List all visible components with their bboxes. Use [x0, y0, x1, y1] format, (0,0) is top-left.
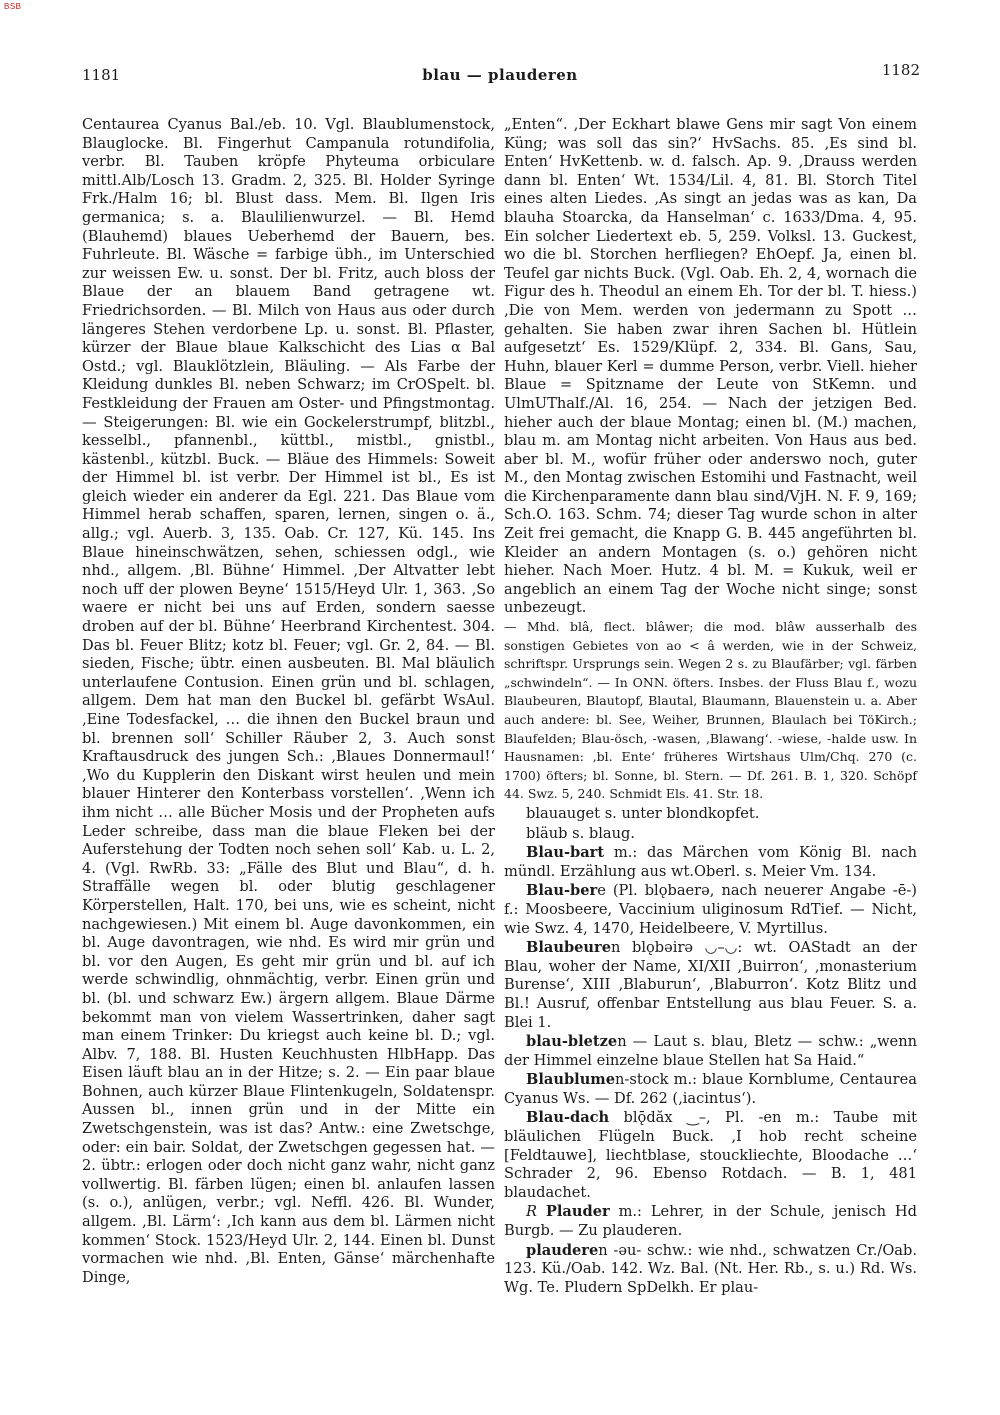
library-stamp: BSB: [4, 2, 22, 11]
etymology-note: — Mhd. blâ, flect. blâwer; die mod. blâw ausserhalb des sonstigen Gebietes von ao < â werden, wie in der Schweiz, schriftspr. Ursprungs sein. Wegen 2 s. zu Blaufärber; vgl. färben „schwindeln“. — In ONN. öfters. Insbes. der Fluss Blau f., wozu Blaubeuren, Blautopf, Blautal, Blaumann, Blauenstein u. a. Aber auch andere: bl. See, Weiher, Brunnen, Blaulach bei TöKirch.; Blaufelden; Blau-ösch, -wasen, ‚Blawang‘. -wiese, -halde usw. In Hausnamen: ‚bl. Ente‘ früheres Wirtshaus Ulm/Chq. 270 (c. 1700) öfters; bl. Sonne, bl. Stern. — Df. 261. B. 1, 320. Schöpf 44. Swz. 5, 240. Schmidt Els. 41. Str. 18.: [504, 619, 917, 802]
right-column: [504, 116, 917, 1297]
register-marker: R: [526, 1203, 537, 1221]
headword: plaudere: [526, 1241, 599, 1259]
headword: Plauder: [545, 1203, 610, 1221]
entry-blau-dach: [504, 1109, 917, 1202]
entry-body: m.: Lehrer, in der Schule, jenisch Hd Burgb. — Zu plauderen.: [504, 1203, 917, 1240]
entry-blauauget: blauauget s. unter blondkopfet.: [526, 804, 760, 822]
entry-body: n blǫbəirə ◡–◡: wt. OAStadt an der Blau, woher der Name, XI/XII ‚Buirron‘, ‚monasterium Burense‘, XIII ‚Blaburun‘, ‚Blaburron‘. Kotz Blitz und Bl.! Ausruf, offenbar Entstellung aus blau Feuer. S. a. Blei 1.: [504, 939, 917, 1031]
entry-body: n-stock m.: blaue Kornblume, Centaurea Cyanus Ws. — Df. 262 (‚iacintus‘).: [504, 1071, 917, 1107]
page-number-left: 1181: [82, 66, 121, 84]
running-title: blau — plauderen: [422, 66, 578, 84]
entry-plauder: [504, 1203, 917, 1240]
entry-body: n -əu- schw.: wie nhd., schwatzen Cr./Oab. 123. Kü./Oab. 142. Wz. Bal. (Nt. Her. Rb., s. u.) Rd. Ws. Wg. Te. Pludern SpDelkh. Er plau-: [504, 1241, 917, 1296]
left-column: [82, 116, 495, 1287]
entry-blaublumenstock: [504, 1071, 917, 1108]
left-column-text: Centaurea Cyanus Bal./eb. 10. Vgl. Blaublumenstock, Blauglocke. Bl. Fingerhut Campanula rotundifolia, verbr. Bl. Tauben kröpfe Phyteuma orbiculare mittl.Alb/Losch 13. Gradm. 2, 325. Bl. Holder Syringe Frk./Halm 16; bl. Blust dass. Mem. Bl. Ilgen Iris germanica; s. a. Blaulilienwurzel. — Bl. Hemd (Blauhemd) blaues Ueberhemd der Bauern, bes. Fuhrleute. Bl. Wäsche = farbige übh., im Unterschied zur weissen Ew. u. sonst. Der bl. Fritz, auch bloss der Blaue der an blauem Band getragene wt. Friedrichsorden. — Bl. Milch von Haus aus oder durch längeres Stehen verdorbene Lp. u. sonst. Bl. Pflaster, kürzer der Blaue blaue Kalkschicht des Lias α Bal Ostd.; vgl. Blauklötzlein, Bläuling. — Als Farbe der Kleidung dunkles Bl. neben Schwarz; im CrOSpelt. bl. Festkleidung der Frauen am Oster- und Pfingstmontag. — Steigerungen: Bl. wie ein Gockelerstrumpf, blitzbl., kesselbl., pfannenbl., küttbl., mistbl., gnistbl., kästenbl., kützbl. Buck. — Bläue des Himmels: Soweit der Himmel bl. ist verbr. Der Himmel ist bl., Es ist gleich wieder ein anderer da Egl. 221. Das Blaue vom Himmel herab schaffen, sparen, lernen, singen o. ä., allg.; vgl. Auerb. 3, 135. Oab. Cr. 127, Kü. 145. Ins Blaue hineinschwätzen, sehen, schiessen odgl., wie nhd., allgem. ‚Bl. Bühne‘ Himmel. ‚Der Altvatter lebt noch uff der plowen Beyne‘ 1515/Heyd Ulr. 1, 363. ‚So waere er nicht bei uns auf Erden, sondern saesse droben auf der bl. Bühne‘ Heerbrand Kirchentest. 304. Das bl. Feuer Blitz; kotz bl. Feuer; vgl. Gr. 2, 84. — Bl. sieden, Fische; übtr. einen ausbeuten. Bl. Mal bläulich unterlaufene Contusion. Einen grün und bl. schlagen, allgem. Dem hat man den Buckel bl. gefärbt WsAul. ‚Eine Todesfackel, … die ihnen den Buckel braun und bl. brennen soll‘ Schiller Räuber 2, 3. Auch sonst Kraftausdruck des jungen Sch.: ‚Blaues Donnermaul!‘ ‚Wo du Kupplerin den Diskant wirst heulen und mein blauer Hinterer den Konterbass vorstellen‘. ‚Wenn ich ihm nicht … alle Bücher Mosis und der Propheten aufs Leder schreibe, dass man die blaue Fleken bei der Auferstehung der Todten noch sehen soll‘ Kab. u. L. 2, 4. (Vgl. RwRb. 33: „Fälle des Blut und Blau“, d. h. Straffälle wegen bl. oder blutig geschlagener Körperstellen, Halt. 170, bei uns, wie es scheint, nicht nachgewiesen.) Mit einem bl. Auge davonkommen, ein bl. Auge davontragen, wie nhd. Es wird mir grün und bl. vor den Augen, Es geht mir grün und bl. auf ich werde schwindlig, ohnmächtig, verbr. Einen grün und bl. (bl. und schwarz Ew.) ärgern allgem. Blaue Därme bekommt man von vielem Wassertrinken, daher sagt man einem Trinker: Du kriegst auch keine bl. D.; vgl. Albv. 7, 188. Bl. Husten Keuchhusten HlbHapp. Das Eisen läuft blau an in der Hitze; s. 2. — Ein paar blaue Bohnen, auch kürzer Blaue Flintenkugeln, Soldatenspr. Aussen bl., innen grün und in der Mitte ein Zwetschgenstein, was ist das? Antw.: eine Zwetschge, oder: ein bair. Soldat, der Zwetschgen gegessen hat. — 2. übtr.: erlogen oder doch nicht ganz wahr, nicht ganz vollwertig. Bl. färben lügen; einen bl. anlaufen lassen (s. o.), anlügen, verbr.; vgl. Neffl. 426. Bl. Wunder, allgem. ‚Bl. Lärm‘: ‚Ich kann aus dem bl. Lärmen nicht kommen‘ Stock. 1523/Heyd Ulr. 2, 144. Einen bl. Dunst vormachen wie nhd. ‚Bl. Enten, Gänse‘ märchenhafte Dinge,: [82, 116, 495, 1286]
entry-body: e (Pl. blǫbaerə, nach neuerer Angabe -ē-) f.: Moosbeere, Vaccinium uliginosum RdTief. — Nicht, wie Swz. 4, 1470, Heidelbeere, V. Myrtillus.: [504, 882, 917, 937]
page-number-right: 1182: [881, 61, 920, 79]
entry-body: blǭdăx ‿–, Pl. -en m.: Taube mit bläulichen Flügeln Buck. ‚I hob recht scheine [Feldtauwe], liechtblase, stouckliechte, Bloodache …‘ Schrader 2, 96. Ebenso Rotdach. — B. 1, 481 blaudachet.: [504, 1109, 917, 1201]
page-header: [82, 61, 920, 96]
headword: Blau-dach: [526, 1109, 610, 1127]
right-column-text: „Enten“. ‚Der Eckhart blawe Gens mir sagt Von einem Küng; was soll das sin?‘ HvSachs. 85. ‚Es sind bl. Enten‘ HvKettenb. w. d. falsch. Ap. 9. ‚Drauss werden dann bl. Enten‘ Wt. 1534/Lil. 4, 81. Bl. Storch Titel eines alten Liedes. ‚As singt an jedas was as kan, Da blauha Stoarcka, da Hanselman‘ c. 1633/Dma. 4, 95. Ein solcher Liedertext eb. 5, 259. Volksl. 13. Guckest, wo die bl. Storchen herfliegen? EhOepf. Ja, einen bl. Teufel gar nichts Buck. (Vgl. Oab. Eh. 2, 4, wornach die Figur des h. Theodul an einem Eh. Tor der bl. T. hiess.) ‚Die von Mem. werden von jedermann zu Spott … gehalten. Sie haben zwar ihren Sachen bl. Hütlein aufgesetzt‘ Es. 1529/Klüpf. 2, 334. Bl. Gans, Sau, Huhn, blauer Kerl = dumme Person, verbr. Viell. hieher Blaue = Spitzname der Leute von StKemn. und UlmUThalf./Al. 16, 254. — Nach der jetzigen Bed. hieher auch der blaue Montag; einen bl. (M.) machen, blau m. am Montag nicht arbeiten. Von Haus aus bed. aber bl. M., wofür früher oder anderswo noch, guter M., den Montag zwischen Estomihi und Fastnacht, weil die Kirchenparamente dann blau sind/VjH. N. F. 9, 169; Sch.O. 163. Schm. 74; dieser Tag wurde schon in alter Zeit frei gemacht, die Knapp G. B. 445 angeführten bl. Kleider an andern Montagen (s. o.) gehören nicht hieher. Nach Moer. Hutz. 4 bl. M. = Kukuk, weil er angeblich an einem Tag der Woche nicht singe; sonst unbezeugt.: [504, 116, 917, 617]
headword: Blau-ber: [526, 882, 598, 900]
entry-body: m.: das Märchen vom König Bl. nach mündl. Erzählung aus wt.Oberl. s. Meier Vm. 134.: [504, 844, 917, 880]
entry-body: n — Laut s. blau, Bletz — schw.: „wenn der Himmel einzelne blaue Stellen hat Sa Haid.“: [504, 1033, 917, 1069]
entry-blaeub: bläub s. blaug.: [526, 824, 635, 842]
headword: Blau-bart: [526, 844, 605, 862]
entry-plauderen: [504, 1242, 917, 1298]
entry-blau-bart: [504, 844, 917, 881]
entry-blau-bletzen: [504, 1033, 917, 1070]
headword: Blaublume: [526, 1071, 616, 1089]
entry-blaubeuren: [504, 939, 917, 1032]
headword: Blaubeure: [526, 939, 612, 957]
headword: blau-bletze: [526, 1033, 618, 1051]
entry-blau-bere: [504, 882, 917, 938]
